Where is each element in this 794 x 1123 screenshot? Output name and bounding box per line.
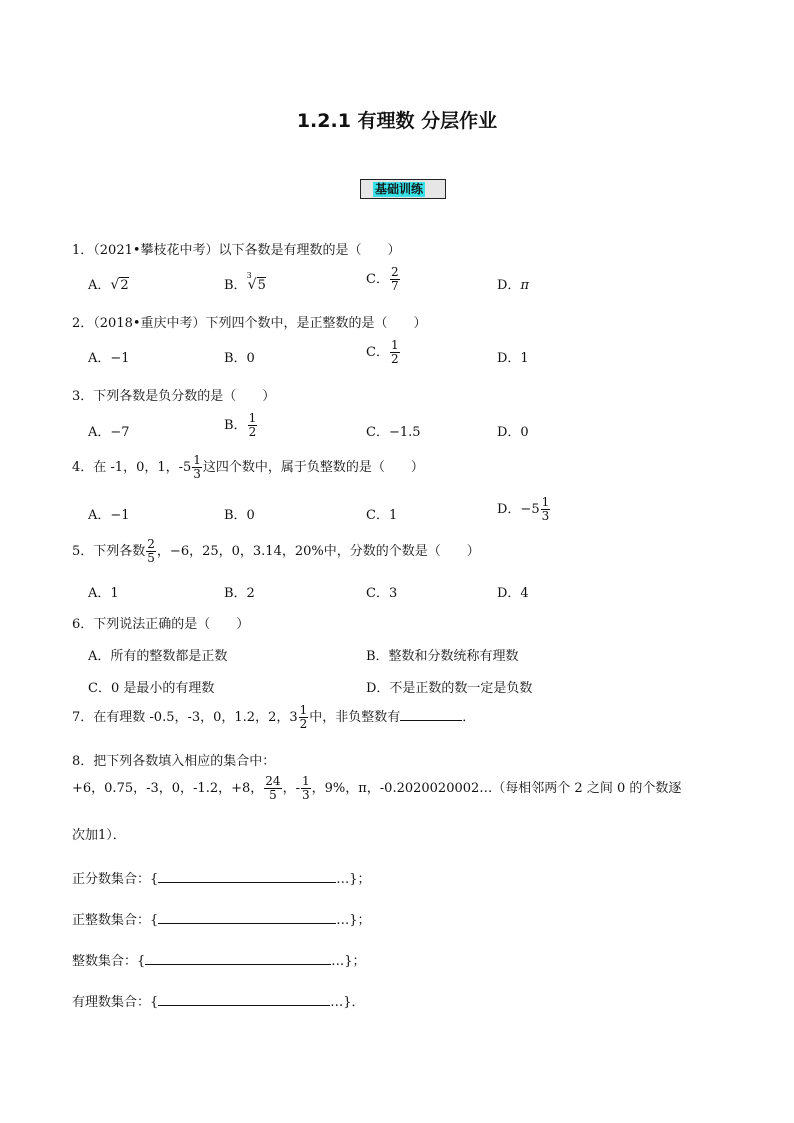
set-blank[interactable] [158, 994, 330, 1006]
q1-option-a: A．√2 [88, 277, 129, 293]
question-7: 7．在有理数 -0.5，-3，0，1.2，2，3 $\frac{1}{2}$ 中，非负整数有 ． [72, 703, 476, 731]
q2-option-c: C． $\frac{1}{2}$ [366, 338, 399, 366]
section-label: 基础训练 [375, 182, 424, 196]
q6-option-c: C．0 是最小的有理数 [88, 681, 215, 696]
set-blank[interactable] [145, 953, 331, 965]
q6-option-a: A．所有的整数都是正数 [88, 649, 228, 664]
question-6: 6．下列说法正确的是（ ） [72, 617, 250, 632]
q1-option-d: D．π [497, 278, 529, 293]
page-title: 1.2.1 有理数 分层作业 [296, 110, 498, 132]
answer-blank[interactable] [400, 709, 462, 721]
question-2: 2．（2018•重庆中考）下列四个数中，是正整数的是（ ） [72, 316, 427, 331]
question-8: 8．把下列各数填入相应的集合中： [72, 754, 276, 769]
question-5: 5．下列各数 $\frac{2}{5}$ ，−6，25，0，3.14，20%中，分数的个数是（ ） [72, 537, 480, 565]
q3-option-b: B． $\frac{1}{2}$ [224, 411, 257, 439]
set-blank[interactable] [158, 912, 336, 924]
question-3: 3．下列各数是负分数的是（ ） [72, 389, 276, 404]
q3-option-a: A．−7 [88, 425, 130, 440]
set-blank[interactable] [158, 871, 336, 883]
q3-option-d: D．0 [497, 425, 529, 440]
q2-option-a: A．−1 [88, 351, 130, 366]
set-rationals: 有理数集合：{ …}． [72, 995, 365, 1010]
q5-option-b: B．2 [224, 586, 255, 601]
q5-option-d: D．4 [497, 586, 529, 601]
q3-option-c: C．−1.5 [366, 425, 421, 440]
question-8-numbers: +6，0.75，-3，0，-1.2，+8， $\frac{24}{5}$ ，- $\frac{1}{3}$ ，9%，π，-0.2020020002…（每相邻两个 2 之间 0 的个数逐 [72, 774, 682, 802]
q6-option-d: D．不是正数的数一定是负数 [366, 681, 533, 696]
q4-option-b: B．0 [224, 508, 255, 523]
section-header [360, 179, 446, 199]
q1-option-c: C． $\frac{2}{7}$ [366, 265, 399, 293]
q2-option-d: D．1 [497, 351, 529, 366]
set-positive-integers: 正整数集合：{ …}； [72, 913, 371, 928]
q1-option-b: B．$^3$√5 [224, 271, 266, 293]
set-integers: 整数集合：{ …}； [72, 954, 366, 969]
q4-option-d: D．−5 $\frac{1}{3}$ [497, 495, 550, 523]
q4-option-a: A．−1 [88, 508, 130, 523]
q6-option-b: B．整数和分数统称有理数 [366, 649, 519, 664]
q5-option-c: C．3 [366, 586, 398, 601]
question-4: 4．在 -1，0，1，-5 $\frac{1}{3}$ 这四个数中，属于负整数的是（ ） [72, 453, 424, 481]
question-1: 1．（2021•攀枝花中考）以下各数是有理数的是（ ） [72, 243, 401, 258]
q2-option-b: B．0 [224, 351, 255, 366]
q5-option-a: A．1 [88, 586, 119, 601]
set-positive-fractions: 正分数集合：{ …}； [72, 872, 371, 887]
q4-option-c: C．1 [366, 508, 398, 523]
question-8-note: 次加1）． [72, 828, 126, 843]
